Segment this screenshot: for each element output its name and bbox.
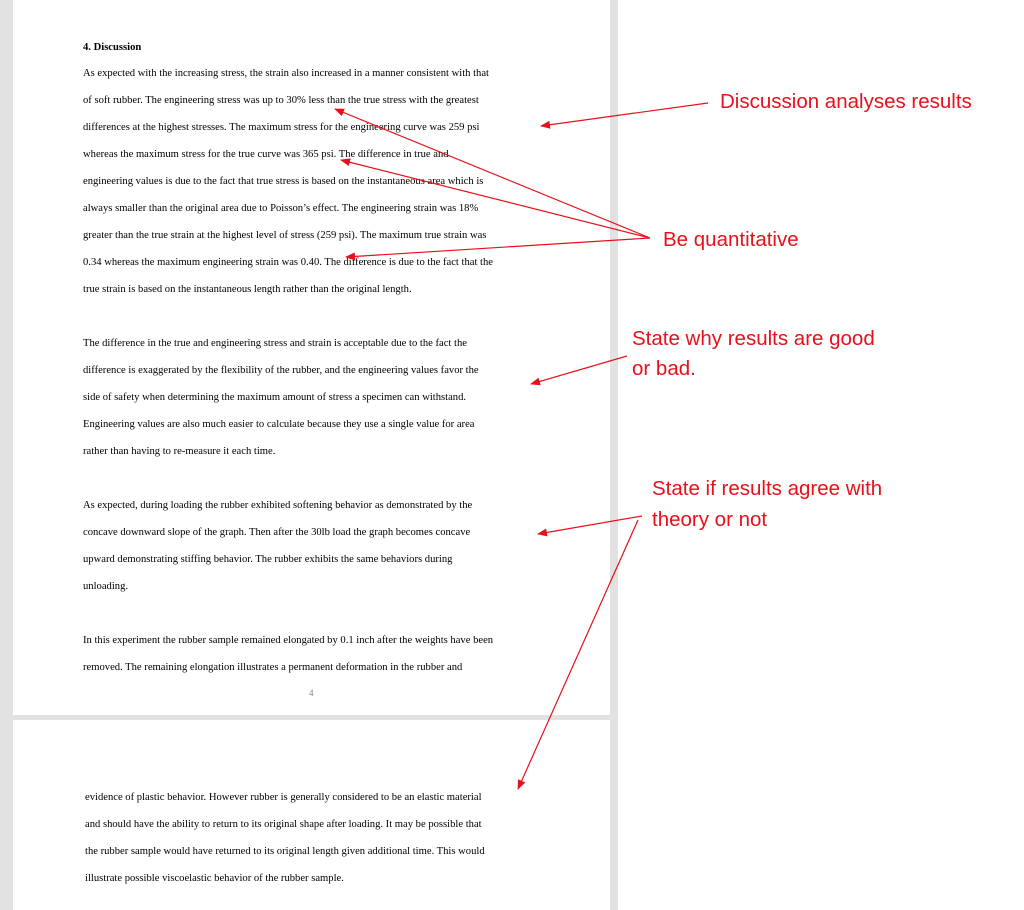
text-line: upward demonstrating stiffing behavior. The rubber exhibits the same behaviors during xyxy=(83,554,453,565)
text-line: true strain is based on the instantaneous length rather than the original length. xyxy=(83,284,412,295)
text-line: rather than having to re-measure it each time. xyxy=(83,446,276,457)
annotation-why-good-bad-line2: or bad. xyxy=(632,357,696,380)
text-line: illustrate possible viscoelastic behavior of the rubber sample. xyxy=(85,873,344,884)
annotation-be-quantitative: Be quantitative xyxy=(663,228,799,251)
text-line: side of safety when determining the maximum amount of stress a specimen can withstand. xyxy=(83,392,467,403)
text-line: engineering values is due to the fact that true stress is based on the instantaneous area which is xyxy=(83,176,484,187)
annotation-discussion-analyses: Discussion analyses results xyxy=(720,90,972,113)
annotation-agree-theory-line1: State if results agree with xyxy=(652,477,883,500)
text-line: and should have the ability to return to its original shape after loading. It may be possible that xyxy=(85,819,482,830)
text-line: difference is exaggerated by the flexibility of the rubber, and the engineering values favor the xyxy=(83,365,479,376)
annotation-why-good-bad-line1: State why results are good xyxy=(632,327,875,350)
arrow-quantitative-30pct xyxy=(335,109,650,238)
text-line: whereas the maximum stress for the true curve was 365 psi. The difference in true and xyxy=(83,149,449,160)
text-line: removed. The remaining elongation illustrates a permanent deformation in the rubber and xyxy=(83,662,463,673)
text-line: differences at the highest stresses. The maximum stress for the engineering curve was 259 psi xyxy=(83,122,480,133)
page-number: 4 xyxy=(309,688,314,698)
text-line: always smaller than the original area due to Poisson’s effect. The engineering strain was 18% xyxy=(83,203,479,214)
arrow-discussion xyxy=(541,103,708,126)
text-line: evidence of plastic behavior. However rubber is generally considered to be an elastic material xyxy=(85,792,482,803)
arrow-why-good-bad xyxy=(531,356,627,384)
text-line: Engineering values are also much easier to calculate because they use a single value for area xyxy=(83,419,475,430)
text-line: greater than the true strain at the highest level of stress (259 psi). The maximum true strain was xyxy=(83,230,487,241)
text-line: 0.34 whereas the maximum engineering strain was 0.40. The difference is due to the fact that the xyxy=(83,257,493,268)
text-line: In this experiment the rubber sample remained elongated by 0.1 inch after the weights have been xyxy=(83,635,494,646)
text-line: As expected with the increasing stress, the strain also increased in a manner consistent with that xyxy=(83,68,489,79)
text-line: concave downward slope of the graph. Then after the 30lb load the graph becomes concave xyxy=(83,527,471,538)
text-line: the rubber sample would have returned to its original length given additional time. This would xyxy=(85,846,485,857)
arrow-agree-theory-elastic xyxy=(518,520,638,789)
text-line: unloading. xyxy=(83,581,129,592)
section-heading: 4. Discussion xyxy=(83,42,142,53)
arrow-quantitative-365psi xyxy=(341,160,650,238)
arrow-agree-theory-concave xyxy=(538,516,642,534)
text-line: of soft rubber. The engineering stress was up to 30% less than the true stress with the greatest xyxy=(83,95,479,106)
annotation-agree-theory-line2: theory or not xyxy=(652,508,768,531)
text-line: The difference in the true and engineering stress and strain is acceptable due to the fact the xyxy=(83,338,467,349)
text-line: As expected, during loading the rubber exhibited softening behavior as demonstrated by the xyxy=(83,500,473,511)
arrow-quantitative-040 xyxy=(346,238,650,257)
